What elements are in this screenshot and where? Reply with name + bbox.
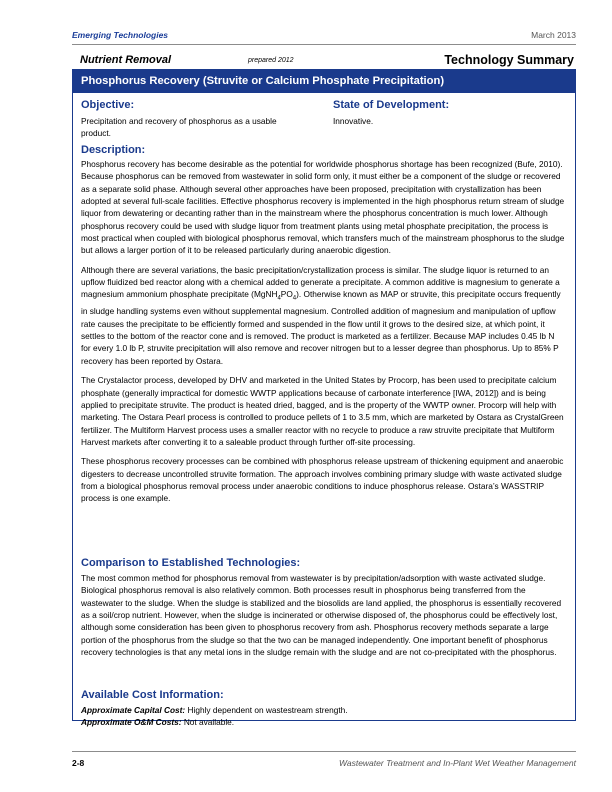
comparison-text: The most common method for phosphorus removal from wastewater is by precipitation/adsorption with waste activated sludge. Biological phosphorus removal is also relatively common. Both processes result in phosphorus being transferred from the wastewater to the sludge. When the sludge is stabilized and the biosolids are land applied, the phosphorus is essentially recovered as a soil/crop nutrient. However, when the sludge is incinerated or otherwise disposed of, the phosphorus could be effectively lost, although some consideration has been given to phosphorus recovery from ash. Phosphorus recovery methods separate a large portion of the phosphorus from the sludge so that the two can be managed independently. One important benefit of phosphorus recovery technologies is that any metal ions in the sludge remain with the sludge and are not co-precipitated with the phosphorus. — [81, 573, 562, 658]
running-header-title: Emerging Technologies — [72, 30, 169, 40]
om-cost-line: Approximate O&M Costs: Not available. — [81, 717, 235, 728]
state-text: Innovative. — [333, 116, 374, 126]
footer-rule — [72, 751, 576, 752]
description-paragraph: Phosphorus recovery has become desirable as the potential for worldwide phosphorus shortage has been recognized (Bufe, 2010). Because phosphorus can be removed from wastewater in solid form only, it must either be a component of the sludge or recovered as a separate solid phase. Although several other approaches have been proposed, precipitation with crystallization has been adopted at several full-scale facilities. Effective phosphorus recovery is implemented in the high phosphorus return stream of sludge liquor from dewatering or decanting rather than in the mainstream where the phosphorus concentration is much lower. Although phosphorus recovery could be used with sludge liquor from treatment plants using metal phosphate precipitation, the process is most practical when coupled with biological phosphorus removal, which transfers much of the mainstream phosphorus to the sludge but allows a larger portion of it to be released particularly during anaerobic digestion. — [81, 159, 565, 256]
title-row — [72, 53, 576, 69]
description-paragraph: Although there are several variations, the basic precipitation/crystallization process is similar. The sludge liquor is returned to an upflow fluidized bed reactor along with a chemical added to generate a precipitate. A common additive is magnesium to generate a magnesium ammonium phosphate precipitate $(MgNH_4PO_4)$. Otherwise known as MAP or struvite, this precipitate occurs frequently in sludge handling systems even without supplemental magnesium. Controlled addition of magnesium and manipulation of upflow rate causes the precipitate to be efficiently formed and suspended in the flow until it grows to the desired size, at which point, it settles to the bottom of the reactor cone and is removed. The product is marketed as a fertilizer. Because MAP includes 0.45 lb N for every 1.0 lb P, struvite precipitation will also remove and recover nitrogen but to a lesser degree than phosphorus. Up to 85% P recovery has been reported by Ostara. — [81, 264, 561, 366]
summary-label: Technology Summary — [444, 53, 574, 67]
running-header-date: March 2013 — [531, 30, 576, 40]
state-heading: State of Development: — [333, 99, 450, 111]
objective-text: Precipitation and recovery of phosphorus as a usable product. — [81, 116, 277, 139]
description-body — [81, 158, 565, 512]
category-label: Nutrient Removal — [80, 54, 172, 66]
header-rule — [72, 44, 576, 45]
prepared-date: prepared 2012 — [248, 57, 294, 64]
objective-heading: Objective: — [81, 99, 135, 111]
cost-heading: Available Cost Information: — [81, 689, 224, 701]
description-paragraph: These phosphorus recovery processes can be combined with phosphorus release upstream of thickening equipment and anaerobic digesters to decrease uncontrolled struvite formation. The approach involves combining primary sludge with waste activated sludge from a biological phosphorus removal process under anaerobic conditions to induce phosphorus release. Ostara’s WASSTRIP process is one example. — [81, 456, 564, 504]
cost-details — [81, 704, 565, 729]
capital-cost-line: Approximate Capital Cost: Highly dependent on wastestream strength. — [81, 705, 348, 715]
footer-title: Wastewater Treatment and In-Plant Wet Weather Management — [338, 758, 576, 768]
comparison-heading: Comparison to Established Technologies: — [81, 557, 301, 569]
description-heading: Description: — [81, 144, 146, 156]
technology-title-banner: Phosphorus Recovery (Struvite or Calcium Phosphate Precipitation) — [73, 70, 575, 93]
description-paragraph: The Crystalactor process, developed by DHV and marketed in the United States by Procorp, has been used to precipitate calcium phosphate (generally impractical for domestic WWTP applications because of carbonate interference [IWA, 2012]) and is being applied to precipitate struvite. The product is heated dried, bagged, and is the property of the WWTP owner. Procorp will help with marketing. The Ostara Pearl process is controlled to produce pellets of 1 to 3.5 mm, which are marketed by Ostara as CrystalGreen fertilizer. The Multiform Harvest process uses a smaller reactor with no recycle to produce a raw struvite precipitate that Multiform Harvest markets after converting it to a saleable product through further off-site processing. — [81, 375, 564, 447]
page-number: 2-8 — [72, 758, 85, 768]
summary-box — [72, 69, 576, 728]
running-header — [72, 30, 576, 44]
